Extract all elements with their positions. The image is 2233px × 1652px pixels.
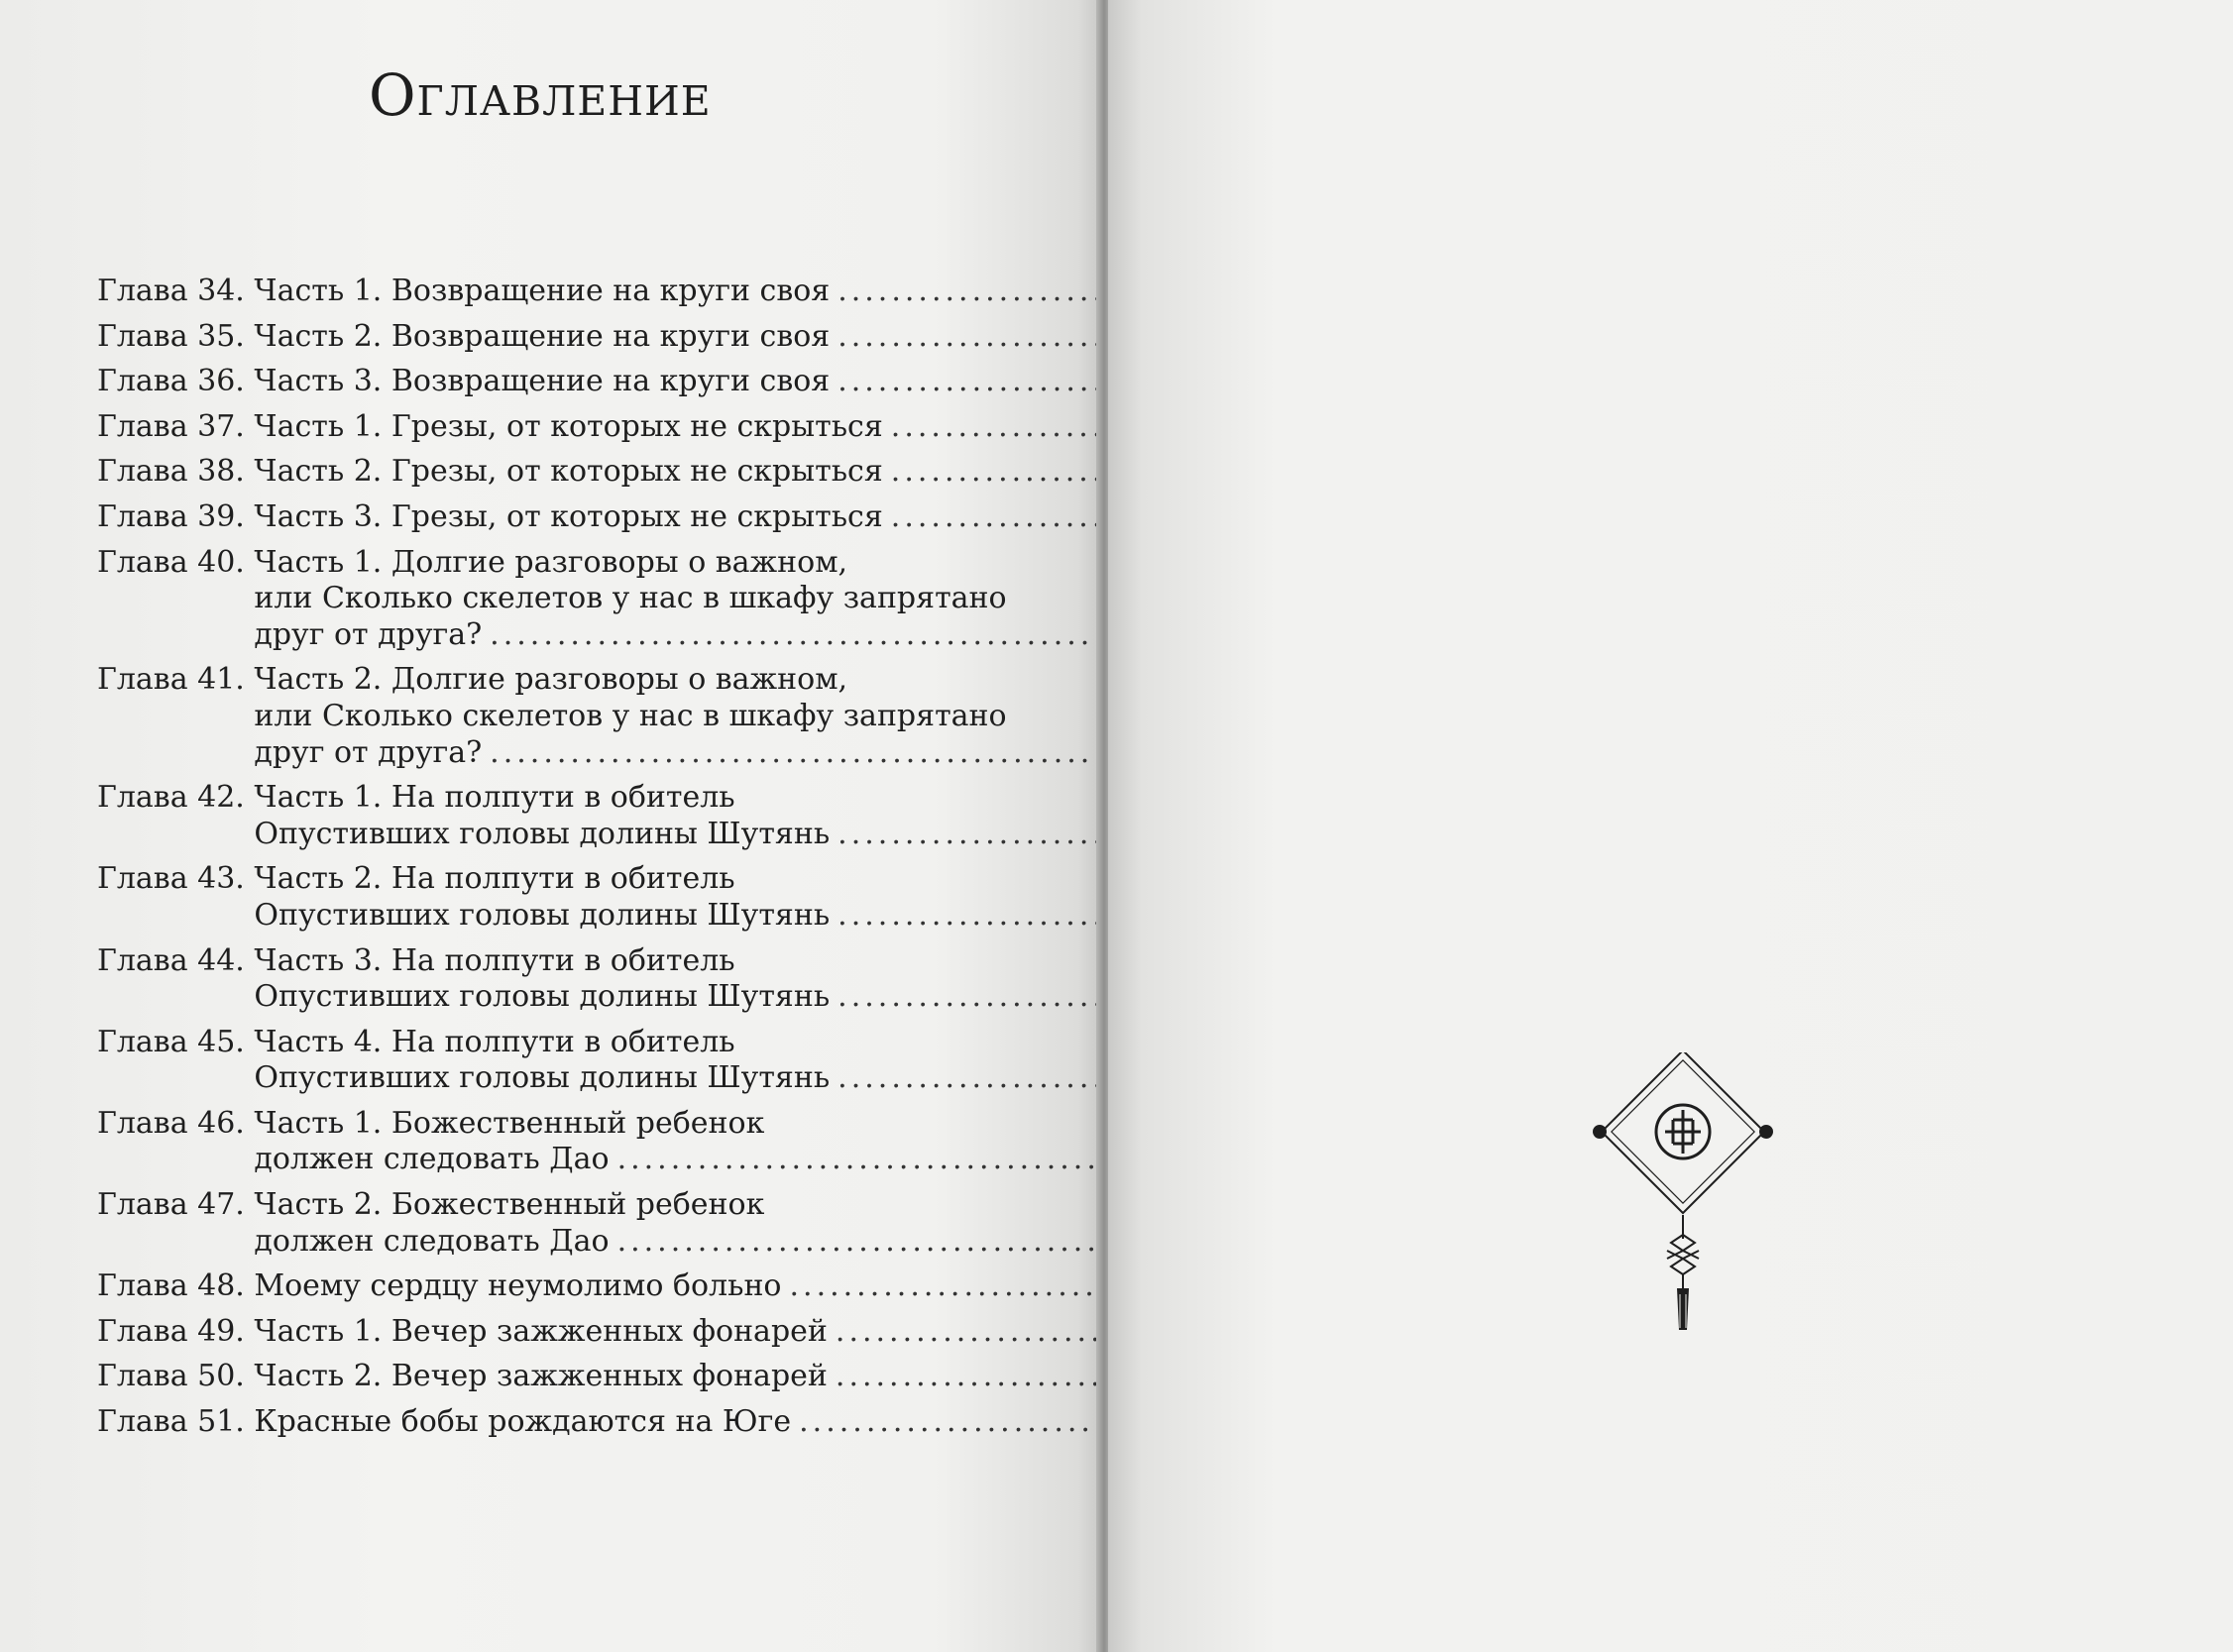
chapter-number: Глава 44. [97, 942, 245, 978]
chapter-title-text: Часть 2. Грезы, от которых не скрыться [254, 454, 883, 490]
chapter-title-text: Часть 1. Грезы, от которых не скрыться [254, 408, 883, 444]
chapter-number: Глава 35. [97, 318, 245, 354]
chapter-number: Глава 47. [97, 1187, 245, 1223]
chapter-title-text: или Сколько скелетов у нас в шкафу запрятано [254, 581, 1007, 616]
toc-entry [97, 861, 1029, 934]
chapter-title-text: Часть 1. На полпути в обитель [254, 780, 735, 816]
chapter-title-text: Красные бобы рождаются на Юге [254, 1404, 792, 1440]
toc-entry [97, 499, 1029, 536]
chapter-title-text: Часть 2. Возвращение на круги своя [254, 318, 831, 354]
chapter-number: Глава 42. [97, 780, 245, 816]
chapter-title-text: Опустивших головы долины Шутянь [254, 816, 831, 851]
toc-entry [97, 1359, 1029, 1395]
toc-left-column [97, 274, 1029, 1450]
toc-entry [97, 662, 1029, 771]
chapter-title-text: Часть 2. Вечер зажженных фонарей [254, 1359, 828, 1394]
left-page [0, 0, 1100, 1652]
chapter-number: Глава 45. [97, 1024, 245, 1059]
chapter-title-text: Часть 4. На полпути в обитель [254, 1024, 735, 1059]
chapter-number: Глава 38. [97, 454, 245, 490]
toc-entry [97, 274, 1029, 310]
chapter-number: Глава 36. [97, 364, 245, 399]
chapter-number: Глава 39. [97, 498, 245, 534]
toc-entry [97, 364, 1029, 400]
toc-entry [97, 545, 1029, 654]
toc-entry [97, 1404, 1029, 1441]
chapter-number: Глава 51. [97, 1404, 245, 1440]
toc-entry [97, 1025, 1029, 1097]
chapter-title-text: Опустивших головы долины Шутянь [254, 979, 831, 1015]
toc-entry [97, 780, 1029, 852]
toc-entry [97, 1106, 1029, 1178]
chapter-title-text: должен следовать Дао [254, 1142, 610, 1177]
chapter-title-text: Часть 2. Долгие разговоры о важном, [254, 662, 848, 698]
chapter-title-text: Опустивших головы долины Шутянь [254, 897, 831, 933]
toc-entry [97, 409, 1029, 446]
chapter-title-text: Часть 1. Долгие разговоры о важном, [254, 544, 848, 580]
chapter-number: Глава 43. [97, 861, 245, 897]
toc-entry [97, 943, 1029, 1016]
chapter-title-text: Моему сердцу неумолимо больно [254, 1268, 782, 1304]
right-page [1108, 0, 2233, 1652]
toc-entry [97, 454, 1029, 491]
chapter-title-text: Часть 1. Божественный ребенок [254, 1105, 765, 1141]
chapter-title-text: Опустивших головы долины Шутянь [254, 1060, 831, 1096]
chapter-number: Глава 49. [97, 1313, 245, 1349]
chapter-number: Глава 34. [97, 274, 245, 308]
toc-entry [97, 319, 1029, 356]
toc-entry [97, 1314, 1029, 1351]
chapter-title-text: Часть 1. Возвращение на круги своя [254, 274, 831, 308]
chapter-title-text: Часть 1. Вечер зажженных фонарей [254, 1313, 828, 1349]
chapter-title-text: Часть 3. Возвращение на круги своя [254, 364, 831, 399]
chapter-number: Глава 41. [97, 662, 245, 698]
chapter-title-text: друг от друга? [254, 616, 483, 652]
chapter-title-text: Часть 3. На полпути в обитель [254, 942, 735, 978]
chapter-title-text: Часть 3. Грезы, от которых не скрыться [254, 498, 883, 534]
chapter-title-text: или Сколько скелетов у нас в шкафу запрятано [254, 698, 1007, 733]
chapter-number: Глава 40. [97, 544, 245, 580]
chapter-title-text: Часть 2. Божественный ребенок [254, 1187, 765, 1223]
chapter-number: Глава 50. [97, 1359, 245, 1394]
chapter-number: Глава 46. [97, 1105, 245, 1141]
chinese-knot-ornament-icon [1584, 1052, 1782, 1350]
toc-entry [97, 1268, 1029, 1305]
chapter-title-text: Часть 2. На полпути в обитель [254, 861, 735, 897]
chapter-title-text: должен следовать Дао [254, 1223, 610, 1259]
chapter-number: Глава 37. [97, 408, 245, 444]
page-title: Оглавление [369, 61, 712, 129]
toc-entry [97, 1187, 1029, 1260]
chapter-title-text: друг от друга? [254, 734, 483, 770]
chapter-number: Глава 48. [97, 1268, 245, 1304]
